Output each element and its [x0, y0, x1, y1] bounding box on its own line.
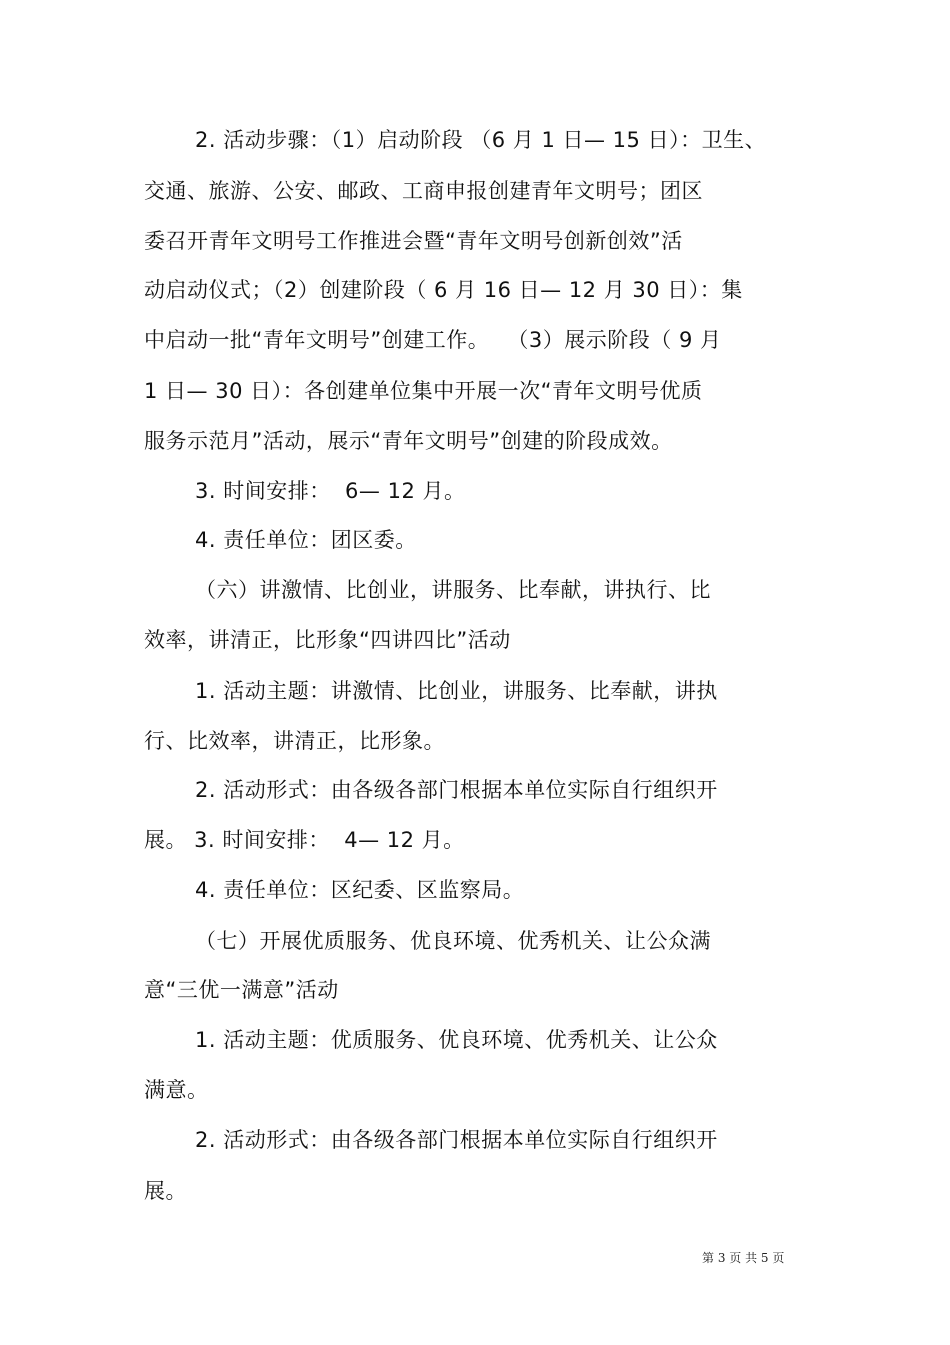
- text-line: 4. 责任单位：区纪委、区监察局。: [195, 878, 525, 902]
- text-line: 行、比效率，讲清正，比形象。: [144, 729, 445, 753]
- text-line: （六）讲激情、比创业，讲服务、比奉献，讲执行、比: [195, 578, 711, 602]
- text-line: 1. 活动主题：讲激情、比创业，讲服务、比奉献，讲执: [195, 679, 718, 703]
- text-line: 2. 活动形式：由各级各部门根据本单位实际自行组织开: [195, 778, 718, 802]
- text-line: 满意。: [144, 1078, 209, 1102]
- text-line: 委召开青年文明号工作推进会暨“青年文明号创新创效”活: [144, 229, 683, 253]
- text-line: （七）开展优质服务、优良环境、优秀机关、让公众满: [195, 929, 711, 953]
- text-line: 4. 责任单位：团区委。: [195, 528, 417, 552]
- page-number-footer: 第 3 页 共 5 页: [702, 1251, 785, 1265]
- text-line: 展。 3. 时间安排： 4— 12 月。: [144, 828, 465, 852]
- text-line: 1 日— 30 日）：各创建单位集中开展一次“青年文明号优质: [144, 379, 703, 403]
- text-line: 2. 活动形式：由各级各部门根据本单位实际自行组织开: [195, 1128, 718, 1152]
- text-line: 服务示范月”活动，展示“青年文明号”创建的阶段成效。: [144, 429, 673, 453]
- text-line: 动启动仪式；（2）创建阶段（ 6 月 16 日— 12 月 30 日）：集: [144, 278, 743, 302]
- text-line: 2. 活动步骤：（1）启动阶段 （6 月 1 日— 15 日）：卫生、: [195, 128, 767, 152]
- text-line: 1. 活动主题：优质服务、优良环境、优秀机关、让公众: [195, 1028, 718, 1052]
- text-line: 效率，讲清正，比形象“四讲四比”活动: [144, 628, 511, 652]
- text-line: 3. 时间安排： 6— 12 月。: [195, 479, 466, 503]
- text-line: 交通、旅游、公安、邮政、工商申报创建青年文明号；团区: [144, 179, 703, 203]
- text-line: 展。: [144, 1179, 187, 1203]
- text-line: 中启动一批“青年文明号”创建工作。 （3）展示阶段（ 9 月: [144, 328, 722, 352]
- text-line: 意“三优一满意”活动: [144, 978, 339, 1002]
